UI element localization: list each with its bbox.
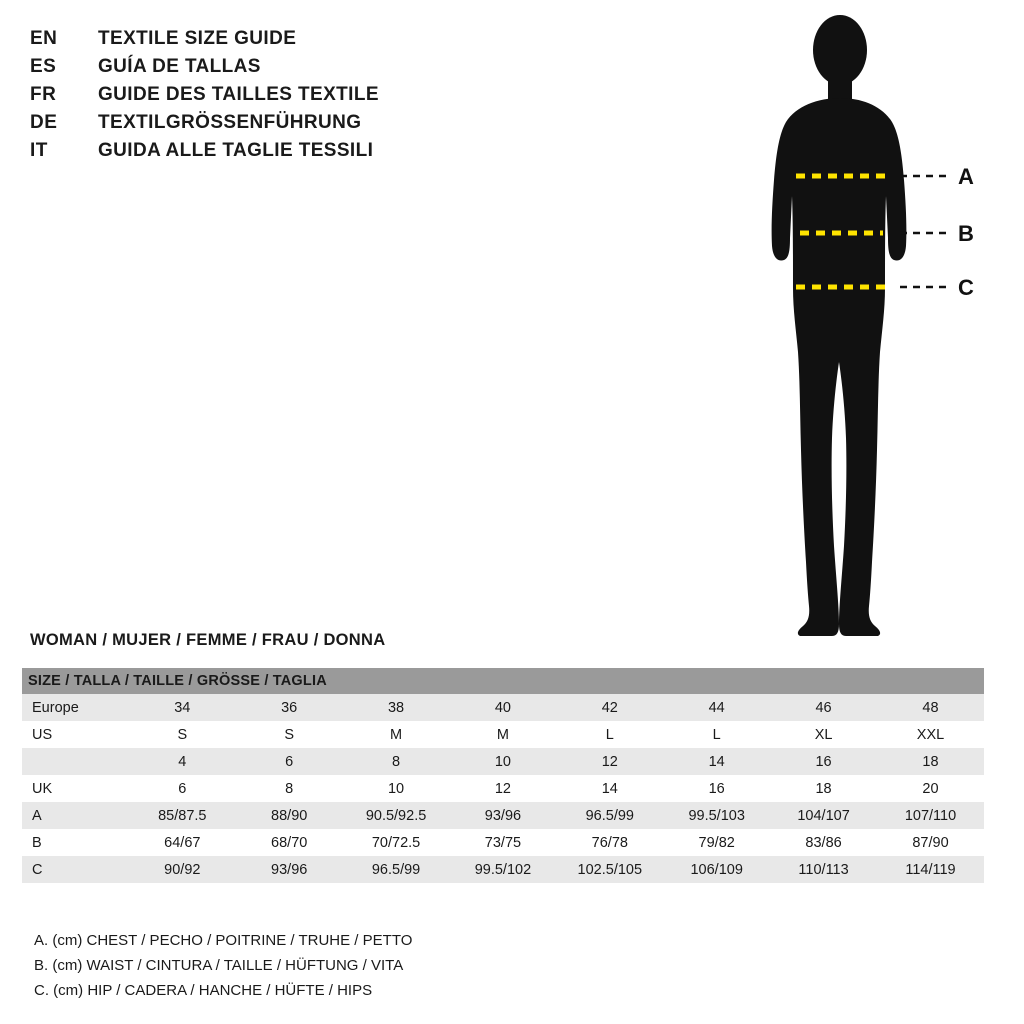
- table-cell: 4: [129, 748, 236, 775]
- table-cell: 114/119: [877, 856, 984, 883]
- table-cell: 16: [770, 748, 877, 775]
- table-cell: 106/109: [663, 856, 770, 883]
- table-row: [22, 856, 984, 883]
- table-cell: 76/78: [556, 829, 663, 856]
- table-cell: 104/107: [770, 802, 877, 829]
- table-cell: 14: [663, 748, 770, 775]
- table-cell: 36: [236, 694, 343, 721]
- table-row: [22, 748, 984, 775]
- table-cell: 10: [343, 775, 450, 802]
- table-cell: 46: [770, 694, 877, 721]
- table-cell: 18: [877, 748, 984, 775]
- table-cell: L: [663, 721, 770, 748]
- row-label: B: [22, 829, 129, 856]
- title-lang-it: IT: [30, 140, 48, 161]
- table-cell: M: [343, 721, 450, 748]
- table-cell: 88/90: [236, 802, 343, 829]
- body-silhouette-icon: [772, 15, 907, 636]
- title-text-de: TEXTILGRÖSSENFÜHRUNG: [98, 112, 362, 133]
- table-cell: XL: [770, 721, 877, 748]
- table-row: [22, 802, 984, 829]
- table-row: [22, 721, 984, 748]
- section-heading-woman: WOMAN / MUJER / FEMME / FRAU / DONNA: [30, 631, 386, 649]
- table-cell: 96.5/99: [343, 856, 450, 883]
- title-row-de: [30, 112, 650, 138]
- table-cell: 16: [663, 775, 770, 802]
- table-cell: 68/70: [236, 829, 343, 856]
- table-cell: S: [129, 721, 236, 748]
- table-cell: 83/86: [770, 829, 877, 856]
- measurement-legend: [34, 928, 734, 1003]
- table-cell: 90.5/92.5: [343, 802, 450, 829]
- table-row: [22, 829, 984, 856]
- table-cell: 79/82: [663, 829, 770, 856]
- table-cell: 73/75: [450, 829, 557, 856]
- row-label: [22, 748, 129, 775]
- table-cell: 64/67: [129, 829, 236, 856]
- row-label: UK: [22, 775, 129, 802]
- table-row: [22, 694, 984, 721]
- title-row-fr: [30, 84, 650, 110]
- table-cell: 6: [129, 775, 236, 802]
- table-row: [22, 775, 984, 802]
- title-lang-es: ES: [30, 56, 57, 77]
- legend-line-c: C. (cm) HIP / CADERA / HANCHE / HÜFTE / HIPS: [34, 982, 373, 999]
- table-cell: 90/92: [129, 856, 236, 883]
- table-cell: 110/113: [770, 856, 877, 883]
- table-cell: 48: [877, 694, 984, 721]
- table-cell: 20: [877, 775, 984, 802]
- table-cell: 12: [450, 775, 557, 802]
- table-cell: M: [450, 721, 557, 748]
- table-cell: 40: [450, 694, 557, 721]
- table-cell: S: [236, 721, 343, 748]
- title-lang-fr: FR: [30, 84, 57, 105]
- table-cell: 6: [236, 748, 343, 775]
- table-cell: 70/72.5: [343, 829, 450, 856]
- title-row-en: [30, 28, 650, 54]
- table-cell: 93/96: [450, 802, 557, 829]
- table-cell: 96.5/99: [556, 802, 663, 829]
- table-cell: 42: [556, 694, 663, 721]
- table-cell: 85/87.5: [129, 802, 236, 829]
- table-cell: 18: [770, 775, 877, 802]
- title-text-en: TEXTILE SIZE GUIDE: [98, 28, 297, 49]
- female-silhouette-figure: [700, 10, 1010, 640]
- marker-label-c: C: [958, 275, 974, 300]
- table-cell: XXL: [877, 721, 984, 748]
- row-label: US: [22, 721, 129, 748]
- table-cell: 102.5/105: [556, 856, 663, 883]
- table-cell: 12: [556, 748, 663, 775]
- title-text-it: GUIDA ALLE TAGLIE TESSILI: [98, 140, 374, 161]
- marker-label-b: B: [958, 221, 974, 246]
- table-cell: 14: [556, 775, 663, 802]
- row-label: C: [22, 856, 129, 883]
- row-label: A: [22, 802, 129, 829]
- table-cell: L: [556, 721, 663, 748]
- table-header-row: [22, 668, 984, 694]
- row-label: Europe: [22, 694, 129, 721]
- table-cell: 44: [663, 694, 770, 721]
- title-lang-de: DE: [30, 112, 58, 133]
- table-cell: 99.5/102: [450, 856, 557, 883]
- title-lang-en: EN: [30, 28, 58, 49]
- size-table-wrapper: [22, 668, 984, 883]
- title-row-es: [30, 56, 650, 82]
- title-row-it: [30, 140, 650, 166]
- title-text-es: GUÍA DE TALLAS: [98, 56, 261, 77]
- table-cell: 34: [129, 694, 236, 721]
- table-cell: 107/110: [877, 802, 984, 829]
- title-text-fr: GUIDE DES TAILLES TEXTILE: [98, 84, 379, 105]
- table-cell: 93/96: [236, 856, 343, 883]
- legend-line-a: A. (cm) CHEST / PECHO / POITRINE / TRUHE / PETTO: [34, 932, 413, 949]
- size-table: [22, 668, 984, 883]
- table-cell: 38: [343, 694, 450, 721]
- title-block: [30, 28, 650, 168]
- marker-label-a: A: [958, 164, 974, 189]
- table-cell: 10: [450, 748, 557, 775]
- legend-line-b: B. (cm) WAIST / CINTURA / TAILLE / HÜFTUNG / VITA: [34, 957, 404, 974]
- table-cell: 8: [343, 748, 450, 775]
- table-cell: 99.5/103: [663, 802, 770, 829]
- table-header-cell: SIZE / TALLA / TAILLE / GRÖSSE / TAGLIA: [22, 668, 984, 694]
- table-cell: 8: [236, 775, 343, 802]
- table-cell: 87/90: [877, 829, 984, 856]
